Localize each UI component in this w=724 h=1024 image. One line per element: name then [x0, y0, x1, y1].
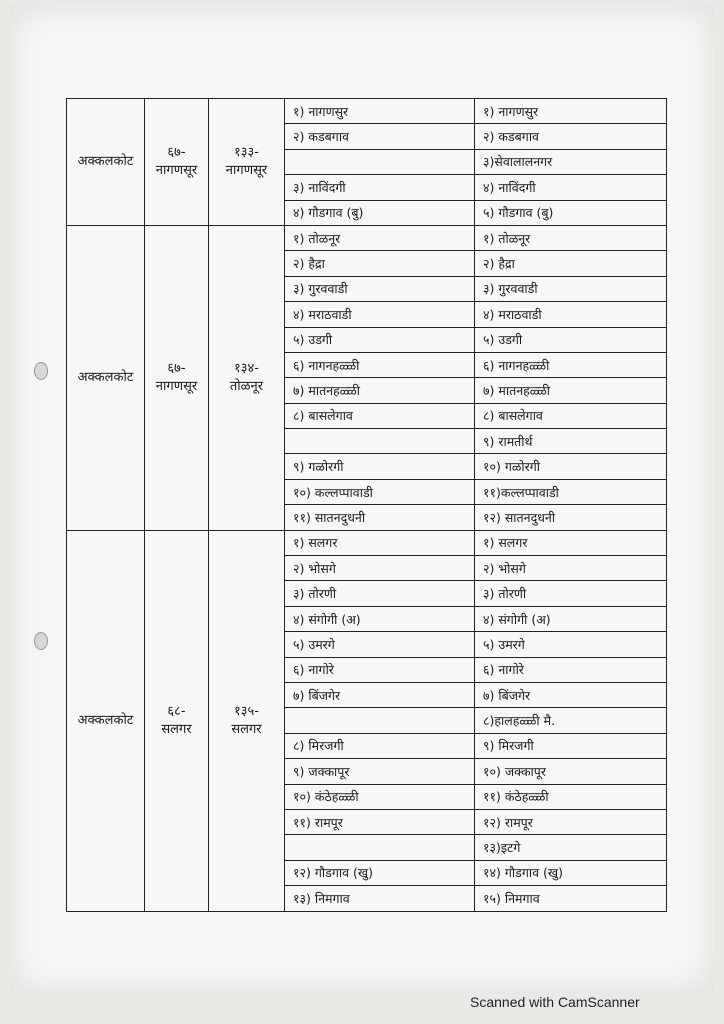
old-village-cell: ६) नागनहळ्ळी	[285, 352, 475, 377]
circle-cell: ६८- सलगर	[145, 530, 209, 911]
old-village-cell: २) भोसगे	[285, 556, 475, 581]
village-no-cell: १३३- नागणसूर	[209, 99, 285, 226]
new-village-cell: १०) जक्कापूर	[475, 759, 667, 784]
village-no-cell: १३४- तोळनूर	[209, 225, 285, 530]
old-village-cell: ३) नाविंदगी	[285, 175, 475, 200]
new-village-cell: ९) मिरजगी	[475, 733, 667, 758]
old-village-cell: २) कडबगाव	[285, 124, 475, 149]
punch-hole	[34, 632, 48, 650]
new-village-cell: १३)इटगे	[475, 835, 667, 860]
new-village-cell: १२) रामपूर	[475, 809, 667, 834]
new-village-cell: १) सलगर	[475, 530, 667, 555]
new-village-cell: ७) बिंजगेर	[475, 682, 667, 707]
new-village-cell: ६) नागोरे	[475, 657, 667, 682]
old-village-cell: ३) गुरववाडी	[285, 276, 475, 301]
camscanner-footer: Scanned with CamScanner	[470, 994, 640, 1010]
table-row	[67, 99, 667, 124]
circle-cell: ६७- नागणसूर	[145, 225, 209, 530]
new-village-cell: २) भोसगे	[475, 556, 667, 581]
new-village-cell: ७) मातनहळ्ळी	[475, 378, 667, 403]
old-village-cell: १०) कंठेहळ्ळी	[285, 784, 475, 809]
new-village-cell: ३) गुरववाडी	[475, 276, 667, 301]
new-village-cell: १४) गौडगाव (खु)	[475, 860, 667, 885]
old-village-cell: १३) निमगाव	[285, 886, 475, 911]
old-village-cell	[285, 835, 475, 860]
new-village-cell: ९) रामतीर्थ	[475, 429, 667, 454]
new-village-cell: ८)हालहळ्ळी मै.	[475, 708, 667, 733]
old-village-cell: ४) मराठवाडी	[285, 302, 475, 327]
new-village-cell: ५) गौडगाव (बु)	[475, 200, 667, 225]
old-village-cell: १) सलगर	[285, 530, 475, 555]
new-village-cell: ८) बासलेगाव	[475, 403, 667, 428]
taluka-cell: अक्कलकोट	[67, 530, 145, 911]
old-village-cell: ५) उमरगे	[285, 632, 475, 657]
new-village-cell: ५) उमरगे	[475, 632, 667, 657]
new-village-cell: ४) नाविंदगी	[475, 175, 667, 200]
table-row	[67, 530, 667, 555]
new-village-cell: २) हैद्रा	[475, 251, 667, 276]
village-table-wrapper	[66, 98, 666, 912]
old-village-cell: ९) जक्कापूर	[285, 759, 475, 784]
old-village-cell: १२) गौडगाव (खु)	[285, 860, 475, 885]
punch-hole	[34, 362, 48, 380]
new-village-cell: १५) निमगाव	[475, 886, 667, 911]
old-village-cell	[285, 429, 475, 454]
new-village-cell: १) नागणसुर	[475, 99, 667, 124]
new-village-cell: ५) उडगी	[475, 327, 667, 352]
old-village-cell: ११) सातनदुधनी	[285, 505, 475, 530]
new-village-cell: ४) मराठवाडी	[475, 302, 667, 327]
old-village-cell: १०) कल्लप्पावाडी	[285, 479, 475, 504]
old-village-cell: ८) मिरजगी	[285, 733, 475, 758]
new-village-cell: २) कडबगाव	[475, 124, 667, 149]
new-village-cell: ११)कल्लप्पावाडी	[475, 479, 667, 504]
old-village-cell: २) हैद्रा	[285, 251, 475, 276]
old-village-cell: १) तोळनूर	[285, 225, 475, 250]
table-row	[67, 225, 667, 250]
old-village-cell	[285, 708, 475, 733]
taluka-cell: अक्कलकोट	[67, 225, 145, 530]
new-village-cell: ६) नागनहळ्ळी	[475, 352, 667, 377]
old-village-cell: ४) संगोगी (अ)	[285, 606, 475, 631]
old-village-cell: १) नागणसुर	[285, 99, 475, 124]
circle-cell: ६७- नागणसूर	[145, 99, 209, 226]
old-village-cell: ४) गौडगाव (बु)	[285, 200, 475, 225]
old-village-cell: ६) नागोरे	[285, 657, 475, 682]
new-village-cell: १२) सातनदुधनी	[475, 505, 667, 530]
old-village-cell: ३) तोरणी	[285, 581, 475, 606]
old-village-cell: ८) बासलेगाव	[285, 403, 475, 428]
new-village-cell: ३)सेवालालनगर	[475, 149, 667, 174]
old-village-cell: ११) रामपूर	[285, 809, 475, 834]
new-village-cell: १०) गळोरगी	[475, 454, 667, 479]
village-table	[66, 98, 667, 912]
new-village-cell: ४) संगोगी (अ)	[475, 606, 667, 631]
old-village-cell: ९) गळोरगी	[285, 454, 475, 479]
old-village-cell	[285, 149, 475, 174]
new-village-cell: ११) कंठेहळ्ळी	[475, 784, 667, 809]
old-village-cell: ५) उडगी	[285, 327, 475, 352]
new-village-cell: ३) तोरणी	[475, 581, 667, 606]
old-village-cell: ७) मातनहळ्ळी	[285, 378, 475, 403]
village-no-cell: १३५- सलगर	[209, 530, 285, 911]
new-village-cell: १) तोळनूर	[475, 225, 667, 250]
taluka-cell: अक्कलकोट	[67, 99, 145, 226]
old-village-cell: ७) बिंजगेर	[285, 682, 475, 707]
